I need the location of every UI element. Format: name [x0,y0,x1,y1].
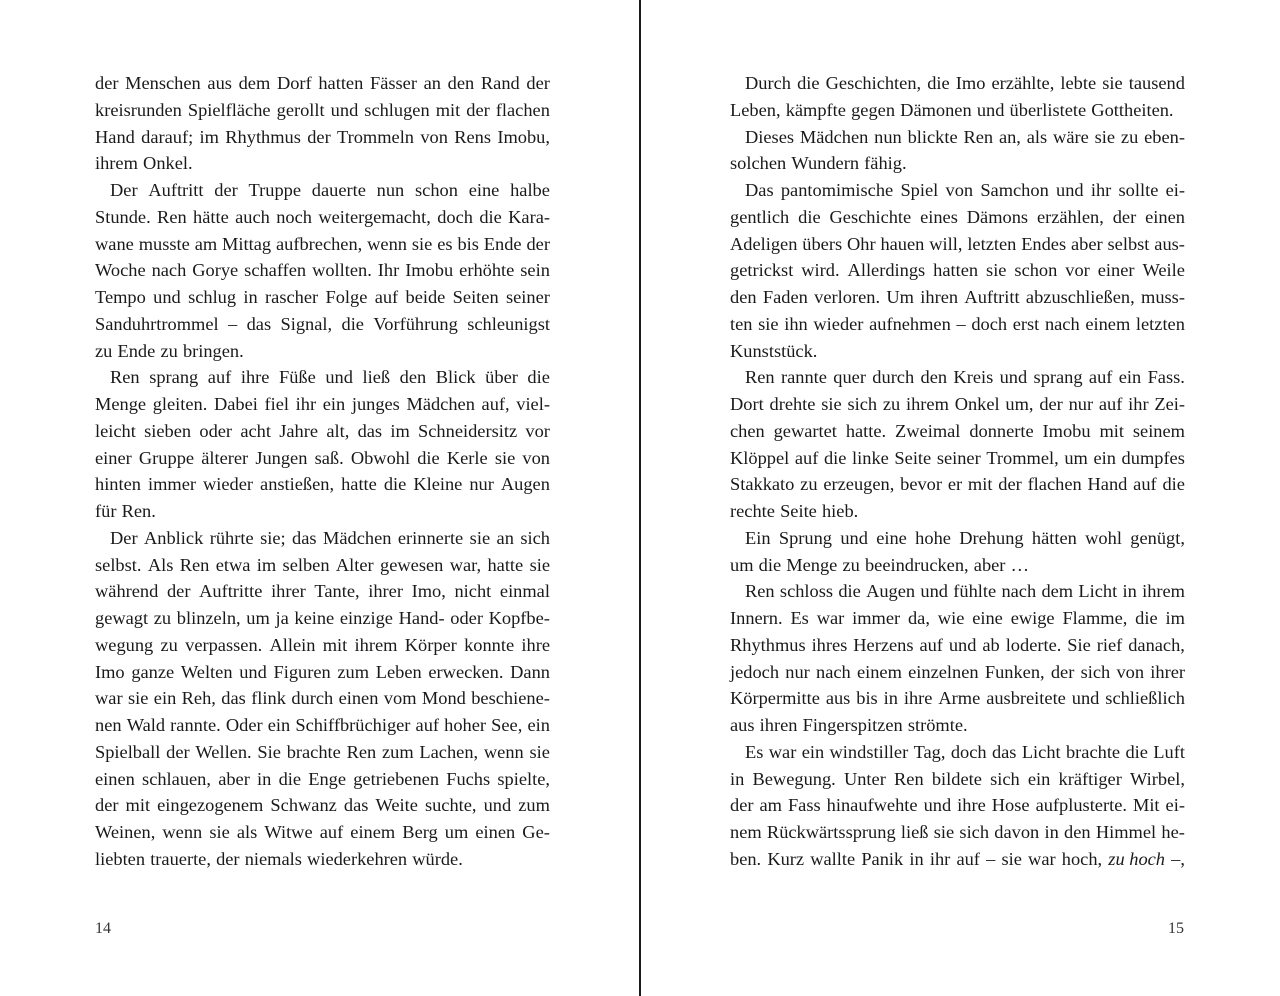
text-line: rechte Seite hieb. [730,501,859,521]
text-line: chen gewartet hatte. Zweimal donnerte Imobu mit seinem [730,420,1185,441]
text-line: der am Fass hinaufwehte und ihre Hose aufplusterte. Mit ei- [730,795,1185,816]
text-line: Spielball der Wellen. Sie brachte Ren zum Lachen, wenn sie [95,741,550,762]
text-line: Der Anblick rührte sie; das Mädchen erinnerte sie an sich [110,527,550,548]
left-page-text [95,70,550,873]
text-line: Adeligen übers Ohr hauen will, letzten Endes aber selbst aus- [730,233,1185,254]
text-line: Das pantomimische Spiel von Samchon und ihr sollte ei- [745,180,1185,200]
text-line: zu Ende zu bringen. [95,340,244,361]
text-line: gentlich die Geschichte eines Dämons erzählen, der einen [730,206,1185,227]
text-line: Imo ganze Welten und Figuren zum Leben erwecken. Dann [95,661,550,682]
text-line: Dort drehte sie sich zu ihrem Onkel um, der nur auf ihr Zei- [730,394,1185,414]
text-line: hinten immer wieder anstießen, hatte die Kleine nur Augen [95,474,550,495]
text-line: Sanduhrtrommel – das Signal, die Vorführung schleunigst [95,313,550,334]
text-line: leicht sieben oder acht Jahre alt, das im Schneidersitz vor [95,420,550,441]
left-page-number: 14 [95,920,111,937]
text-line: getrickst wird. Allerdings hatten sie schon vor einer Weile [730,260,1185,281]
text-line: war sie ein Reh, das flink durch einen vom Mond beschiene- [95,688,550,709]
text-line: Stakkato zu erzeugen, bevor er mit der flachen Hand auf die [730,474,1185,495]
left-page [0,0,639,996]
text-line: einen schlauen, aber in die Enge getriebenen Fuchs spielte, [95,768,550,789]
text-line: solchen Wundern fähig. [730,153,907,174]
text-line: der Menschen aus dem Dorf hatten Fässer an den Rand der [95,73,550,93]
text-line: wegung zu verpassen. Allein mit ihrem Körper konnte ihre [95,634,550,655]
text-line: Es war ein windstiller Tag, doch das Licht brachte die Luft [745,741,1185,762]
text-line: jedoch nur nach einem einzelnen Funken, der sich von ihrer [730,661,1185,682]
text-line: Rhythmus ihres Herzens auf und ab loderte. Sie rief danach, [730,634,1185,655]
text-line: Menge gleiten. Dabei fiel ihr ein junges Mädchen auf, viel- [95,394,550,414]
text-line: Innern. Es war immer da, wie eine ewige Flamme, die im [730,608,1185,628]
text-line: Ein Sprung und eine hohe Drehung hätten wohl genügt, [745,527,1185,548]
text-line: wane musste am Mittag aufbrechen, wenn sie es bis Ende der [95,233,550,254]
text-line: kreisrunden Spielfläche gerollt und schlugen mit der flachen [95,99,550,120]
text-line: gewagt zu blinzeln, um ja keine einzige Hand- oder Kopfbe- [95,608,550,628]
text-line: Tempo und schlug in rascher Folge auf beide Seiten seiner [95,287,550,307]
text-line: in Bewegung. Unter Ren bildete sich ein kräftiger Wirbel, [730,768,1185,789]
text-line: um die Menge zu beeindrucken, aber … [730,554,1029,575]
text-line: selbst. Als Ren etwa im selben Alter gewesen war, hatte sie [95,554,550,575]
text-line: Ren schloss die Augen und fühlte nach dem Licht in ihrem [745,581,1185,602]
text-line: nen Wald rannte. Oder ein Schiffbrüchiger auf hoher See, ein [95,715,550,735]
text-line: einer Gruppe älterer Jungen saß. Obwohl die Kerle sie von [95,447,550,468]
text-line: Kunststück. [730,340,818,361]
text-line: Körpermitte aus bis in ihre Arme ausbreitete und schließlich [730,688,1185,709]
text-line: ben. Kurz wallte Panik in ihr auf – sie war hoch, zu hoch –, [730,848,1185,869]
text-line: Der Auftritt der Truppe dauerte nun schon eine halbe [110,180,550,200]
text-line: der mit eingezogenem Schwanz das Weite suchte, und zum [95,795,550,816]
text-line: für Ren. [95,501,156,521]
text-line: Stunde. Ren hätte auch noch weitergemacht, doch die Kara- [95,206,550,227]
text-line: Durch die Geschichten, die Imo erzählte, lebte sie tausend [745,73,1185,93]
text-line: ihrem Onkel. [95,153,193,174]
text-line: Klöppel auf die linke Seite seiner Trommel, um ein dumpfes [730,447,1185,468]
text-line: den Faden verloren. Um ihren Auftritt abzuschließen, muss- [730,287,1185,307]
right-page [641,0,1280,996]
right-page-number: 15 [1168,920,1184,937]
emphasis-text: zu hoch [1108,848,1165,869]
text-line: Woche nach Gorye schaffen wollten. Ihr Imobu erhöhte sein [95,260,550,281]
right-page-text [730,70,1185,873]
text-line: aus ihren Fingerspitzen strömte. [730,715,968,735]
text-line: Leben, kämpfte gegen Dämonen und überlistete Gottheiten. [730,99,1174,120]
text-line: Ren sprang auf ihre Füße und ließ den Blick über die [110,367,550,388]
text-line: ten sie ihn wieder aufnehmen – doch erst nach einem letzten [730,313,1185,334]
text-line: Dieses Mädchen nun blickte Ren an, als wäre sie zu eben- [745,126,1185,147]
text-line: während der Auftritte ihrer Tante, ihrer Imo, nicht einmal [95,581,550,602]
text-line: Ren rannte quer durch den Kreis und sprang auf ein Fass. [745,367,1185,388]
text-line: Hand darauf; im Rhythmus der Trommeln von Rens Imobu, [95,126,550,147]
text-line: Weinen, wenn sie als Witwe auf einem Berg um einen Ge- [95,822,550,842]
text-line: nem Rückwärtssprung ließ sie sich davon in den Himmel he- [730,822,1185,842]
text-line: liebten trauerte, der niemals wiederkehren würde. [95,848,463,869]
